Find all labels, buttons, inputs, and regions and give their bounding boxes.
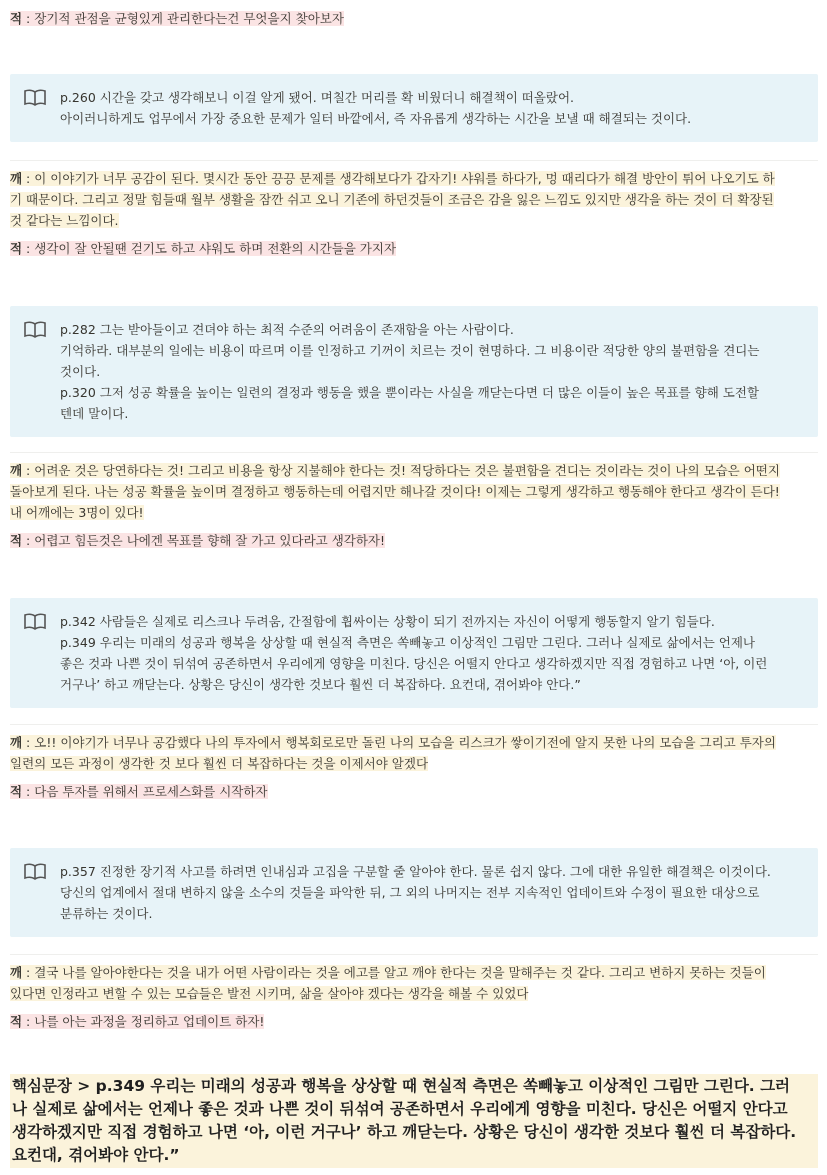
reflection-label: 깨	[10, 463, 23, 478]
apply-text: 나를 아는 과정을 정리하고 업데이트 하자!	[34, 1014, 265, 1029]
quote-line: 좋은 것과 나쁜 것이 뒤섞여 공존하면서 우리에게 영향을 미친다. 당신은 어떨지 안다고 생각하겠지만 직접 경험하고 나면 ‘아, 이런	[60, 656, 768, 671]
open-book-icon	[24, 612, 46, 630]
apply-line: 적 : 어렵고 힘든것은 나에겐 목표를 향해 잘 가고 있다라고 생각하자!	[10, 533, 385, 548]
apply-text: 다음 투자를 위해서 프로세스화를 시작하자	[34, 784, 268, 799]
goal-label: 적	[10, 11, 23, 26]
apply-line: 적 : 생각이 잘 안될땐 걷기도 하고 샤워도 하며 전환의 시간들을 가지자	[10, 241, 397, 256]
quote-line: p.349 우리는 미래의 성공과 행복을 상상할 때 현실적 측면은 쏙빼놓고 이상적인 그림만 그린다. 그러나 실제로 삶에서는 언제나	[60, 635, 755, 650]
quote-line: 거구나’ 하고 깨닫는다. 상황은 당신이 생각한 것보다 훨씬 더 복잡하다. 요컨대, 겪어봐야 안다.”	[60, 677, 581, 692]
apply-text: 생각이 잘 안될땐 걷기도 하고 샤워도 하며 전환의 시간들을 가지자	[34, 241, 397, 256]
apply-line: 적 : 나를 아는 과정을 정리하고 업데이트 하자!	[10, 1014, 265, 1029]
reflection-line: 어려운 것은 당연하다는 것! 그리고 비용을 항상 지불해야 한다는 것! 적당하다는 것은 불편함을 견디는 것이라는 것이 나의 모습은 어떤지	[34, 463, 780, 478]
quote-line: p.260 시간을 갖고 생각해보니 이걸 알게 됐어. 며칠간 머리를 확 비웠더니 해결책이 떠올랐어.	[60, 90, 575, 105]
key-sentence-line: 요컨대, 겪어봐야 안다.”	[12, 1146, 180, 1164]
quote-line: p.320 그저 성공 확률을 높이는 일련의 결정과 행동을 했을 뿐이라는 사실을 깨닫는다면 더 많은 이들이 높은 목표를 향해 도전할	[60, 385, 759, 400]
apply-label: 적	[10, 241, 23, 256]
reflection-line: 오!! 이야기가 너무나 공감했다 나의 투자에서 행복회로로만 돌린 나의 모습을 리스크가 쌓이기전에 알지 못한 나의 모습을 그리고 투자의	[34, 735, 776, 750]
divider	[10, 160, 818, 161]
reflection-block: 깨 : 이 이야기가 너무 공감이 된다. 몇시간 동안 끙끙 문제를 생각해보다가 갑자기! 샤워를 하다가, 멍 때리다가 해결 방안이 튀어 나오기도 하 기 때문이다. 그리고 정말 힘들때 월부 생활을 잠깐 쉬고 오니 기존에 하던것들이 조금은 감을 잃은 느낌도 있지만 생각을 하는 것이 더 확장된 것 같다는 느낌이다.	[10, 171, 775, 228]
quote-line: 분류하는 것이다.	[60, 906, 153, 921]
key-sentence-line: 나 실제로 삶에서는 언제나 좋은 것과 나쁜 것이 뒤섞여 공존하면서 우리에게 영향을 미친다. 당신은 어떨지 안다고	[12, 1100, 788, 1118]
open-book-icon	[24, 320, 46, 338]
reflection-line: 것 같다는 느낌이다.	[10, 213, 119, 228]
apply-text: 어렵고 힘든것은 나에겐 목표를 향해 잘 가고 있다라고 생각하자!	[34, 533, 385, 548]
reflection-line: 있다면 인정라고 변할 수 있는 모습들은 발전 시키며, 삶을 살아야 겠다는 생각을 해볼 수 있었다	[10, 986, 529, 1001]
quote-line: p.357 진정한 장기적 사고를 하려면 인내심과 고집을 구분할 줄 알아야 한다. 물론 쉽지 않다. 그에 대한 유일한 해결책은 이것이다.	[60, 864, 771, 879]
divider	[10, 954, 818, 955]
key-sentence-line: 생각하겠지만 직접 경험하고 나면 ‘아, 이런 거구나’ 하고 깨닫는다. 상황은 당신이 생각한 것보다 훨씬 더 복잡하다.	[12, 1123, 797, 1141]
key-sentence	[10, 1074, 818, 1168]
apply-line: 적 : 다음 투자를 위해서 프로세스화를 시작하자	[10, 784, 268, 799]
reflection-line: 기 때문이다. 그리고 정말 힘들때 월부 생활을 잠깐 쉬고 오니 기존에 하던것들이 조금은 감을 잃은 느낌도 있지만 생각을 하는 것이 더 확장된	[10, 192, 774, 207]
quote-callout	[10, 74, 818, 142]
quote-line: 텐데 말이다.	[60, 406, 129, 421]
goal-text: 장기적 관점을 균형있게 관리한다는건 무엇을지 찾아보자	[34, 11, 344, 26]
quote-line: p.282 그는 받아들이고 견뎌야 하는 최적 수준의 어려움이 존재함을 아는 사람이다.	[60, 322, 514, 337]
reflection-line: 내 어깨에는 3명이 있다!	[10, 505, 144, 520]
key-sentence-line: 핵심문장 > p.349 우리는 미래의 성공과 행복을 상상할 때 현실적 측면은 쏙빼놓고 이상적인 그림만 그린다. 그러	[12, 1077, 791, 1095]
open-book-icon	[24, 862, 46, 880]
apply-label: 적	[10, 533, 23, 548]
quote-line: 당신의 업계에서 절대 변하지 않을 소수의 것들을 파악한 뒤, 그 외의 나머지는 전부 지속적인 업데이트와 수정이 필요한 대상으로	[60, 885, 760, 900]
quote-line: 기억하라. 대부분의 일에는 비용이 따르며 이를 인정하고 기꺼이 치르는 것이 현명하다. 그 비용이란 적당한 양의 불편함을 견디는	[60, 343, 760, 358]
reflection-line: 돌아보게 된다. 나는 성공 확률을 높이며 결정하고 행동하는데 어렵지만 해나갈 것이다! 이제는 그렇게 생각하고 행동해야 한다고 생각이 든다!	[10, 484, 780, 499]
quote-callout	[10, 598, 818, 708]
reflection-block: 깨 : 오!! 이야기가 너무나 공감했다 나의 투자에서 행복회로로만 돌린 나의 모습을 리스크가 쌓이기전에 알지 못한 나의 모습을 그리고 투자의 일련의 모든 과정이 생각한 것 보다 훨씬 더 복잡하다는 것을 이제서야 알겠다	[10, 735, 776, 771]
reflection-line: 이 이야기가 너무 공감이 된다. 몇시간 동안 끙끙 문제를 생각해보다가 갑자기! 샤워를 하다가, 멍 때리다가 해결 방안이 튀어 나오기도 하	[34, 171, 775, 186]
quote-line: 것이다.	[60, 364, 101, 379]
quote-line: p.342 사람들은 실제로 리스크나 두려움, 간절함에 휩싸이는 상황이 되기 전까지는 자신이 어떻게 행동할지 알기 힘들다.	[60, 614, 715, 629]
open-book-icon	[24, 88, 46, 106]
reflection-label: 깨	[10, 965, 23, 980]
reflection-block: 깨 : 어려운 것은 당연하다는 것! 그리고 비용을 항상 지불해야 한다는 것! 적당하다는 것은 불편함을 견디는 것이라는 것이 나의 모습은 어떤지 돌아보게 된다. 나는 성공 확률을 높이며 결정하고 행동하는데 어렵지만 해나갈 것이다! 이제는 그렇게 생각하고 행동해야 한다고 생각이 든다! 내 어깨에는 3명이 있다!	[10, 463, 780, 520]
reflection-block: 깨 : 결국 나를 알아야한다는 것을 내가 어떤 사람이라는 것을 에고를 알고 깨야 한다는 것을 말해주는 것 같다. 그리고 변하지 못하는 것들이 있다면 인정라고 변할 수 있는 모습들은 발전 시키며, 삶을 살아야 겠다는 생각을 해볼 수 있었다	[10, 965, 766, 1001]
divider	[10, 452, 818, 453]
reflection-label: 깨	[10, 735, 23, 750]
apply-label: 적	[10, 784, 23, 799]
apply-label: 적	[10, 1014, 23, 1029]
reflection-line: 결국 나를 알아야한다는 것을 내가 어떤 사람이라는 것을 에고를 알고 깨야 한다는 것을 말해주는 것 같다. 그리고 변하지 못하는 것들이	[34, 965, 766, 980]
quote-callout	[10, 848, 818, 937]
goal-line: 적 : 장기적 관점을 균형있게 관리한다는건 무엇을지 찾아보자	[10, 11, 344, 26]
reflection-line: 일련의 모든 과정이 생각한 것 보다 훨씬 더 복잡하다는 것을 이제서야 알겠다	[10, 756, 429, 771]
quote-callout	[10, 306, 818, 437]
divider	[10, 724, 818, 725]
quote-line: 아이러니하게도 업무에서 가장 중요한 문제가 일터 바깥에서, 즉 자유롭게 생각하는 시간을 보낼 때 해결되는 것이다.	[60, 111, 692, 126]
reflection-label: 깨	[10, 171, 23, 186]
